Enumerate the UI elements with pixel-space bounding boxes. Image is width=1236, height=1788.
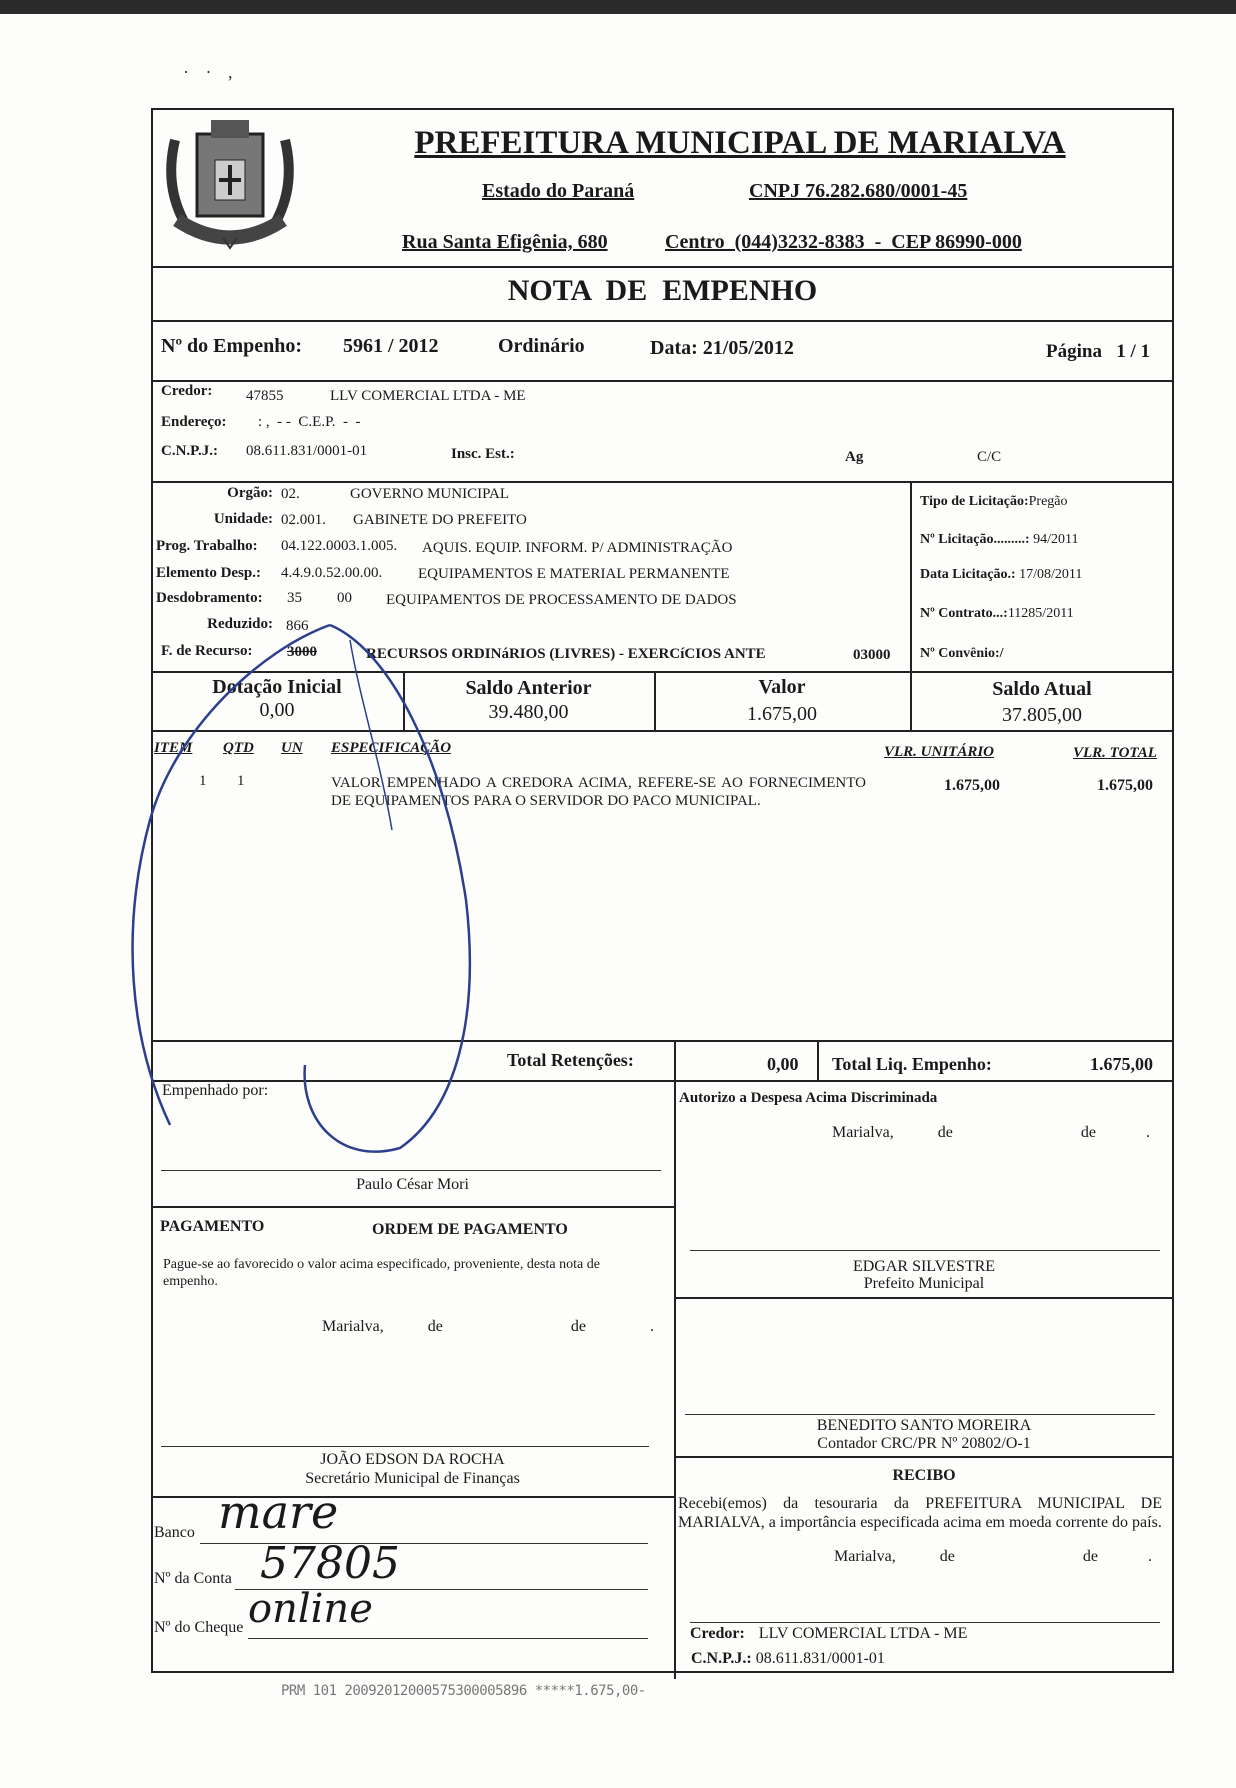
item-description: VALOR EMPENHADO A CREDORA ACIMA, REFERE-SE AO FORNECIMENTO DE EQUIPAMENTOS PARA O SERVIDOR DO PACO MUNICIPAL. xyxy=(331,775,866,809)
col-item: ITEM xyxy=(154,740,193,756)
ordem-pagamento-label: ORDEM DE PAGAMENTO xyxy=(372,1221,568,1238)
secretario-nome: JOÃO EDSON DA ROCHA xyxy=(320,1451,505,1468)
col-qtd: QTD xyxy=(223,740,254,756)
credor-cnpj: 08.611.831/0001-01 xyxy=(246,443,368,459)
item-total-value: 1.675,00 xyxy=(1097,777,1153,794)
banco-handwriting: mare xyxy=(218,1485,339,1539)
unidade-desc: GABINETE DO PREFEITO xyxy=(353,512,527,528)
total-liq-value: 1.675,00 xyxy=(1090,1054,1153,1074)
total-retencoes-label: Total Retenções: xyxy=(507,1050,634,1070)
item-unit-value: 1.675,00 xyxy=(944,777,1000,794)
divider xyxy=(151,1080,1174,1082)
empenhado-nome: Paulo César Mori xyxy=(356,1176,469,1193)
local-data-3: Marialva, de de . xyxy=(834,1548,1152,1565)
insc-est-label: Insc. Est.: xyxy=(451,446,515,462)
conta-handwriting: 57805 xyxy=(260,1538,400,1589)
divider xyxy=(151,671,1174,673)
orgao-label: Orgão: xyxy=(227,485,273,501)
divider xyxy=(910,481,912,672)
empenho-number: 5961 / 2012 xyxy=(343,335,439,357)
pagamento-label: PAGAMENTO xyxy=(160,1218,265,1235)
contador-cargo: Contador CRC/PR Nº 20802/O-1 xyxy=(817,1435,1031,1452)
dotacao-value: 0,00 xyxy=(259,699,295,721)
prog-label: Prog. Trabalho: xyxy=(156,538,258,554)
elem-label: Elemento Desp.: xyxy=(156,565,261,581)
empenho-type: Ordinário xyxy=(498,335,585,357)
empenhado-por-label: Empenhado por: xyxy=(162,1082,269,1099)
orgao-code: 02. xyxy=(281,486,300,502)
licitacao-data: Data Licitação.: 17/08/2011 xyxy=(920,567,1083,582)
coat-of-arms xyxy=(155,110,305,260)
divider xyxy=(151,266,1174,268)
prog-code: 04.122.0003.1.005. xyxy=(281,538,398,554)
local-data-2: Marialva, de de . xyxy=(322,1318,654,1335)
item-number: 1 xyxy=(199,773,207,789)
document-title: NOTA DE EMPENHO xyxy=(507,274,818,307)
licitacao-convenio: Nº Convênio:/ xyxy=(920,646,1004,661)
secretario-cargo: Secretário Municipal de Finanças xyxy=(305,1470,520,1487)
divider xyxy=(151,481,1174,483)
dotacao-label: Dotação Inicial xyxy=(212,676,342,698)
col-total: VLR. TOTAL xyxy=(1073,745,1157,761)
saldo-atual-value: 37.805,00 xyxy=(1002,704,1082,726)
divider xyxy=(817,1040,819,1080)
valor-label: Valor xyxy=(758,676,806,698)
desd-code: 35 xyxy=(287,590,302,606)
licitacao-contrato: Nº Contrato...:11285/2011 xyxy=(920,606,1074,621)
desd-label: Desdobramento: xyxy=(156,590,263,606)
fonte-desc: RECURSOS ORDINáRIOS (LIVRES) - EXERCíCIOS ANTE xyxy=(366,646,766,662)
desd-desc: EQUIPAMENTOS DE PROCESSAMENTO DE DADOS xyxy=(386,592,737,608)
credor-label: Credor: xyxy=(161,383,213,399)
col-un: UN xyxy=(281,740,303,756)
unidade-code: 02.001. xyxy=(281,512,326,528)
desd-sub: 00 xyxy=(337,590,352,606)
prefeito-cargo: Prefeito Municipal xyxy=(863,1275,985,1292)
elem-desc: EQUIPAMENTOS E MATERIAL PERMANENTE xyxy=(418,566,730,582)
input-line xyxy=(248,1638,648,1639)
address-label: Endereço: xyxy=(161,414,227,430)
scan-edge xyxy=(0,0,1236,14)
page-number: Página 1 / 1 xyxy=(1046,341,1150,362)
footer-code: PRM 101 20092012000575300005896 *****1.675,00- xyxy=(281,1683,646,1699)
unidade-label: Unidade: xyxy=(213,511,273,527)
licitacao-num: Nº Licitação.........: 94/2011 xyxy=(920,532,1079,547)
city-district-phone: Centro (044)3232-8383 - CEP 86990-000 xyxy=(665,231,1022,253)
empenho-number-label: Nº do Empenho: xyxy=(161,335,303,357)
prog-desc: AQUIS. EQUIP. INFORM. P/ ADMINISTRAÇÃO xyxy=(422,540,733,556)
recibo-label: RECIBO xyxy=(892,1467,956,1484)
divider xyxy=(151,1206,674,1208)
scan-specks: · · , xyxy=(183,62,239,82)
signature-line xyxy=(161,1446,649,1447)
credor-name: LLV COMERCIAL LTDA - ME xyxy=(330,388,526,404)
agency-label: Ag xyxy=(845,449,864,465)
conta-label: Nº da Conta xyxy=(154,1570,232,1587)
orgao-desc: GOVERNO MUNICIPAL xyxy=(350,486,510,502)
valor-value: 1.675,00 xyxy=(747,703,817,725)
city-address: Rua Santa Efigênia, 680 xyxy=(402,231,608,253)
reduzido-label: Reduzido: xyxy=(207,616,273,632)
recibo-credor: Credor: LLV COMERCIAL LTDA - ME xyxy=(690,1625,968,1642)
cheque-label: Nº do Cheque xyxy=(154,1619,244,1636)
divider xyxy=(151,730,1174,732)
fonte-label: F. de Recurso: xyxy=(161,643,253,659)
empenho-date: Data: 21/05/2012 xyxy=(650,337,794,359)
saldo-anterior-label: Saldo Anterior xyxy=(465,677,592,699)
divider xyxy=(151,380,1174,382)
divider xyxy=(674,1456,1174,1458)
address-value: : , - - C.E.P. - - xyxy=(258,414,361,430)
col-spec: ESPECIFICAÇÃO xyxy=(331,740,452,756)
contador-nome: BENEDITO SANTO MOREIRA xyxy=(816,1417,1032,1434)
total-liq-label: Total Liq. Empenho: xyxy=(832,1054,992,1074)
reduzido-code: 866 xyxy=(286,618,309,634)
divider xyxy=(151,320,1174,322)
state-name: Estado do Paraná xyxy=(482,180,635,202)
banco-label: Banco xyxy=(154,1524,195,1541)
fonte-code: 3000 xyxy=(287,644,317,660)
account-label: C/C xyxy=(977,449,1002,465)
recibo-texto: Recebi(emos) da tesouraria da PREFEITURA MUNICIPAL DE MARIALVA, a importância especificada acima em moeda corrente do país. xyxy=(678,1495,1162,1531)
signature-line xyxy=(161,1170,661,1171)
prefeito-nome: EDGAR SILVESTRE xyxy=(852,1258,996,1275)
city-hall-title: PREFEITURA MUNICIPAL DE MARIALVA xyxy=(414,125,1066,161)
licitacao-tipo: Tipo de Licitação:Pregão xyxy=(920,494,1068,509)
divider xyxy=(674,1297,1174,1299)
signature-line xyxy=(690,1250,1160,1251)
divider xyxy=(674,1040,676,1679)
divider xyxy=(151,1040,1174,1042)
signature-line xyxy=(685,1414,1155,1415)
fonte-num: 03000 xyxy=(853,647,891,663)
item-qty: 1 xyxy=(237,773,245,789)
col-unit: VLR. UNITÁRIO xyxy=(884,744,995,760)
local-data-1: Marialva, de de . xyxy=(832,1124,1150,1141)
autorizo-label: Autorizo a Despesa Acima Discriminada xyxy=(679,1090,938,1106)
credor-code: 47855 xyxy=(246,388,284,404)
saldo-atual-label: Saldo Atual xyxy=(992,678,1092,700)
cheque-handwriting: online xyxy=(248,1586,373,1632)
elem-code: 4.4.9.0.52.00.00. xyxy=(281,565,383,581)
recibo-cnpj: C.N.P.J.: 08.611.831/0001-01 xyxy=(691,1650,885,1667)
signature-line xyxy=(690,1622,1160,1623)
ordem-texto: Pague-se ao favorecido o valor acima especificado, proveniente, desta nota de empenho. xyxy=(163,1257,600,1289)
city-cnpj: CNPJ 76.282.680/0001-45 xyxy=(749,180,968,202)
saldo-anterior-value: 39.480,00 xyxy=(488,701,569,723)
total-retencoes-value: 0,00 xyxy=(767,1054,799,1074)
credor-cnpj-label: C.N.P.J.: xyxy=(161,443,218,459)
